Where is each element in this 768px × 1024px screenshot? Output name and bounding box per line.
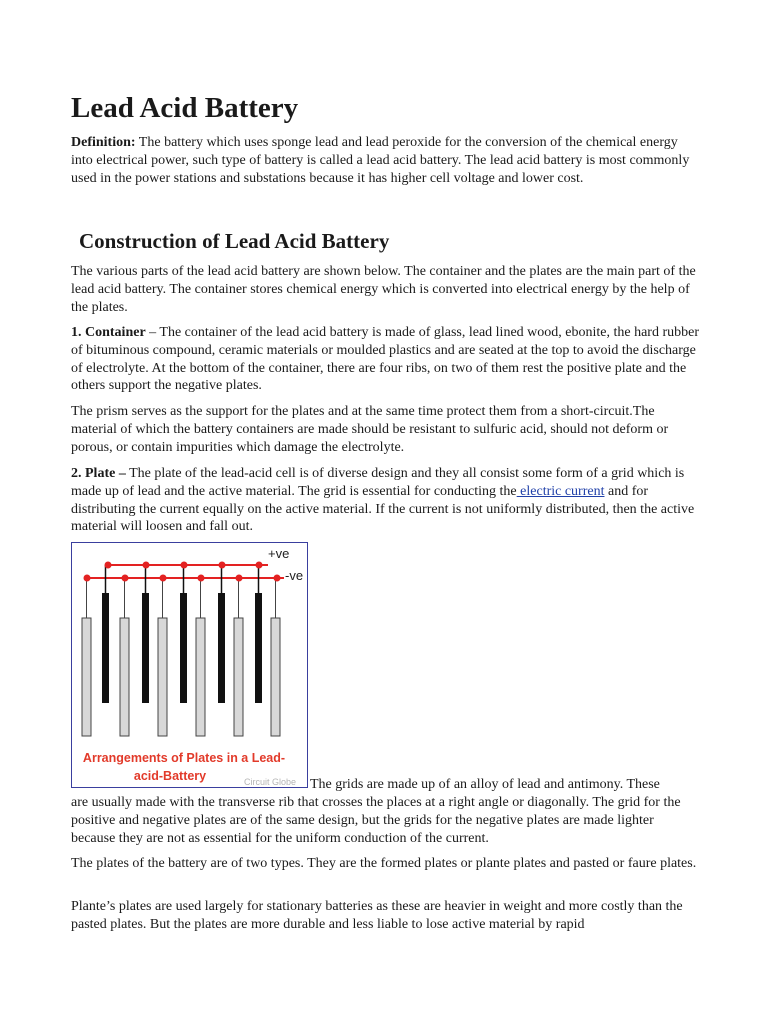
construction-heading: Construction of Lead Acid Battery [79,229,390,253]
plates-diagram [72,543,307,787]
plante-paragraph: Plante’s plates are used largely for stationary batteries as these are heavier in weight and more costly than the pasted plates. But the plates are more durable and less liable to lose active material by rapid [71,899,683,932]
construction-intro: The various parts of the lead acid battery are shown below. The container and the plates are the main part of the lead acid battery. The container stores chemical energy which is converted into electrical energy by the help of the plates. [71,264,696,315]
plate-text-before: The plate of the lead-acid cell is of diverse design and they all consist some form of a grid which is made up of lead and the active material. The grid is essential for conducting the [71,466,685,499]
plate-label: 2. Plate – [71,466,126,481]
figure-watermark: Circuit Globe [244,777,297,787]
plate-paragraph [71,465,701,536]
positive-plate [255,593,262,703]
negative-plate [234,618,243,736]
figure-caption-line1: Arrangements of Plates in a Lead- [82,751,286,765]
electric-current-link[interactable]: electric current [516,483,605,499]
positive-plate [218,593,225,703]
negative-plate [158,618,167,736]
grids-first-line: The grids are made up of an alloy of lead and antimony. These [310,777,660,792]
negative-terminal-label: -ve [285,568,304,583]
plate-text-after: and for distributing the current equally on the active material. If the current is not uniformly distributed, then the active material will loosen and fall out. [71,483,695,535]
negative-plate [196,618,205,736]
definition-paragraph [71,134,701,187]
negative-plate [271,618,280,736]
prism-paragraph: The prism serves as the support for the plates and at the same time protect them from a short-circuit.The material of which the battery containers are made should be resistant to sulfuric acid, should not deform or porous, or contain impurities which damage the electrolyte. [71,404,669,455]
positive-plate [102,593,109,703]
positive-plate [142,593,149,703]
plates-arrangement-figure [71,542,308,788]
figure-caption-line2: acid-Battery [133,769,207,783]
container-text: – The container of the lead acid battery is made of glass, lead lined wood, ebonite, the hard rubber of bituminous compound, ceramic materials or moulded plastics and are seated at the top to avoid the discharge of electrolyte. At the bottom of the container, there are four ribs, on two of them rest the positive plate and the others support the negative plates. [71,325,699,394]
negative-plate [120,618,129,736]
grids-paragraph: are usually made with the transverse rib that crosses the places at a right angle or diagonally. The grid for the positive and negative plates are of the same design, but the grids for the negative plates are made lighter because they are not as essential for the uniform conduction of the current. [71,795,681,846]
positive-terminal-label: +ve [268,546,290,561]
definition-label: Definition: [71,135,136,150]
container-label: 1. Container [71,325,146,340]
page-title: Lead Acid Battery [71,92,299,124]
definition-text: The battery which uses sponge lead and lead peroxide for the conversion of the chemical energy into electrical power, such type of battery is called a lead acid battery. The lead acid battery is most commonly used in the power stations and substations because it has higher cell voltage and lower cost. [71,135,690,186]
plate-types-paragraph: The plates of the battery are of two types. They are the formed plates or plante plates and pasted or faure plates. [71,856,697,871]
container-paragraph [71,324,701,395]
positive-plate [180,593,187,703]
negative-plate [82,618,91,736]
